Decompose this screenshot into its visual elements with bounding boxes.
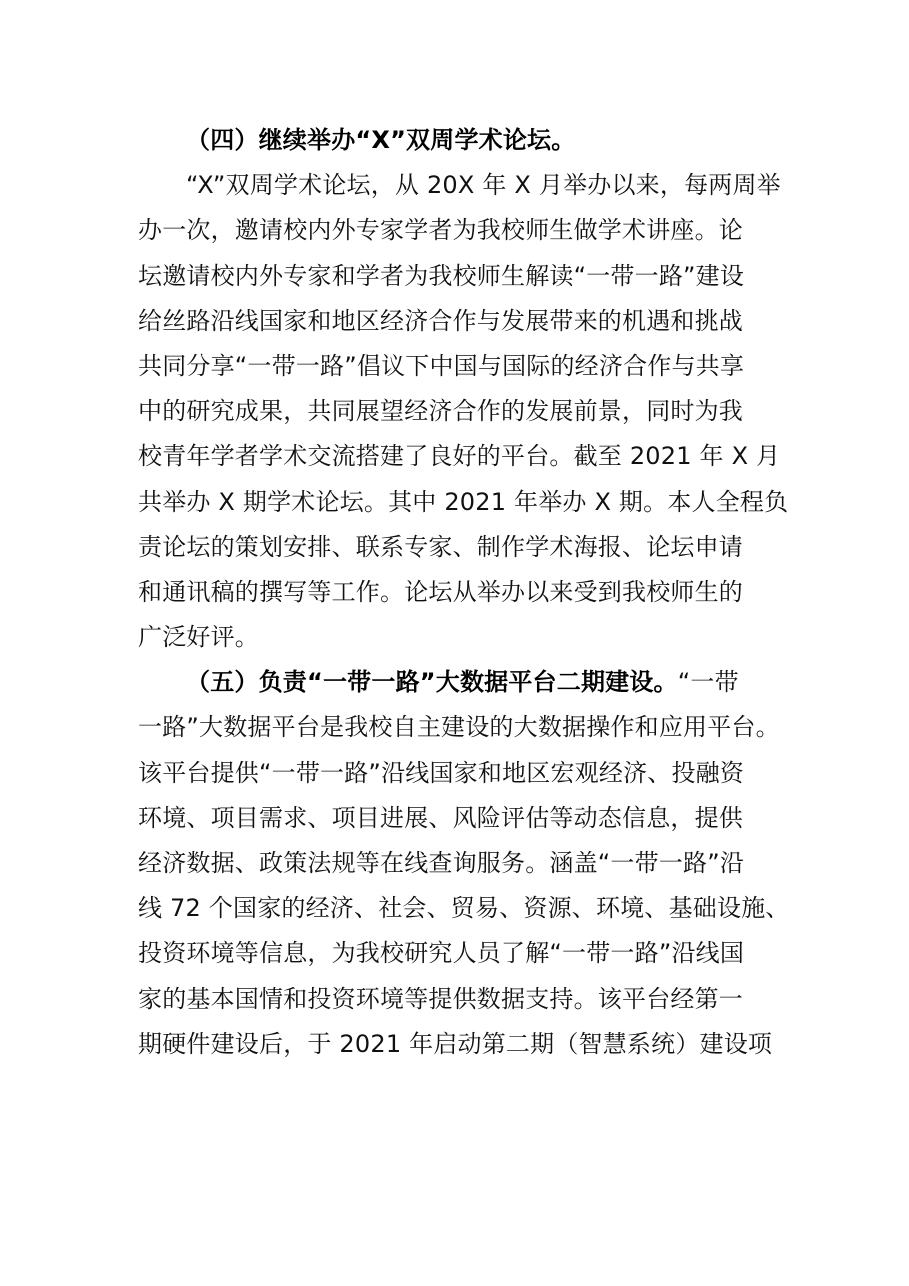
paragraph-line: “X”双周学术论坛，从 20X 年 X 月举办以来，每两周举 xyxy=(186,171,781,200)
section-5-heading-line xyxy=(138,660,778,705)
paragraph-line: 校青年学者学术交流搭建了良好的平台。截至 2021 年 X 月 xyxy=(138,442,781,471)
paragraph-line: 给丝路沿线国家和地区经济合作与发展带来的机遇和挑战 xyxy=(138,306,743,335)
document-body xyxy=(138,118,790,1067)
paragraph-line: 一路”大数据平台是我校自主建设的大数据操作和应用平台。 xyxy=(138,713,780,742)
paragraph-line: 办一次，邀请校内外专家学者为我校师生做学术讲座。论 xyxy=(138,216,743,245)
paragraph-line: 坛邀请校内外专家和学者为我校师生解读“一带一路”建设 xyxy=(138,261,745,290)
paragraph-line: 责论坛的策划安排、联系专家、制作学术海报、论坛申请 xyxy=(138,532,743,561)
paragraph-line: 投资环境等信息，为我校研究人员了解“一带一路”沿线国 xyxy=(138,939,745,968)
section-4-heading: （四）继续举办“X”双周学术论坛。 xyxy=(186,126,576,154)
paragraph-start: “一带 xyxy=(677,668,739,697)
section-5-heading: （五）负责“一带一路”大数据平台二期建设。 xyxy=(186,668,678,697)
paragraph-line: 环境、项目需求、项目进展、风险评估等动态信息，提供 xyxy=(138,803,743,832)
paragraph-line: 共同分享“一带一路”倡议下中国与国际的经济合作与共享 xyxy=(138,351,745,380)
paragraph-line: 期硬件建设后，于 2021 年启动第二期（智慧系统）建设项 xyxy=(138,1029,773,1058)
paragraph-line: 中的研究成果，共同展望经济合作的发展前景，同时为我 xyxy=(138,397,743,426)
paragraph-line: 和通讯稿的撰写等工作。论坛从举办以来受到我校师生的 xyxy=(138,577,743,606)
paragraph-line: 线 72 个国家的经济、社会、贸易、资源、环境、基础设施、 xyxy=(138,894,790,923)
paragraph-line: 广泛好评。 xyxy=(138,623,259,652)
paragraph-line: 共举办 X 期学术论坛。其中 2021 年举办 X 期。本人全程负 xyxy=(138,487,789,516)
paragraph-line: 家的基本国情和投资环境等提供数据支持。该平台经第一 xyxy=(138,984,743,1013)
paragraph-line: 该平台提供“一带一路”沿线国家和地区宏观经济、投融资 xyxy=(138,758,745,787)
paragraph-line: 经济数据、政策法规等在线查询服务。涵盖“一带一路”沿 xyxy=(138,849,745,877)
